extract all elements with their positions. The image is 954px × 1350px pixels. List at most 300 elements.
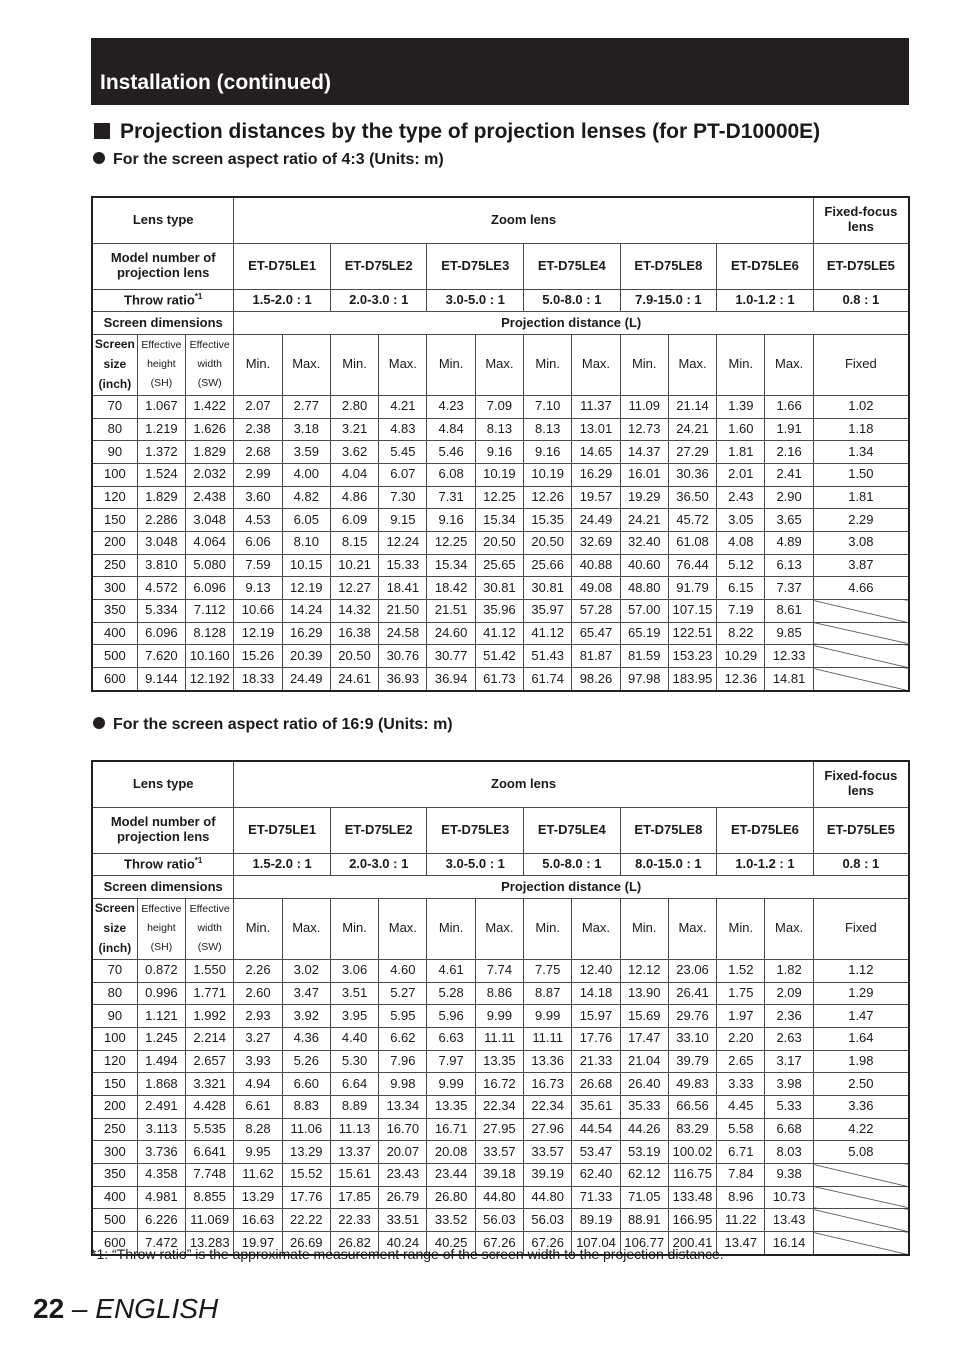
data-cell: 23.43 xyxy=(379,1164,427,1187)
data-cell: 13.01 xyxy=(572,418,620,441)
data-cell: 16.70 xyxy=(379,1118,427,1141)
table-row xyxy=(92,959,909,982)
effective-height-header: Effective height (SH) xyxy=(137,334,185,395)
data-cell: 66.56 xyxy=(668,1096,716,1119)
data-cell: 11.11 xyxy=(524,1027,572,1050)
table-caption-4-3: For the screen aspect ratio of 4:3 (Units: m) xyxy=(93,151,444,169)
data-cell: 3.51 xyxy=(330,982,378,1005)
data-cell: 100 xyxy=(92,463,137,486)
data-cell: 2.438 xyxy=(186,486,234,509)
data-cell: 19.97 xyxy=(234,1232,282,1255)
model-cell: ET-D75LE4 xyxy=(524,243,621,289)
min-header: Min. xyxy=(524,898,572,959)
throw-ratio-cell: 5.0-8.0 : 1 xyxy=(524,289,621,312)
data-cell: 67.26 xyxy=(475,1232,523,1255)
data-cell: 15.26 xyxy=(234,645,282,668)
data-cell: 30.36 xyxy=(668,463,716,486)
data-cell: 23.06 xyxy=(668,959,716,982)
data-cell: 1.34 xyxy=(813,441,909,464)
table-row xyxy=(92,532,909,555)
zoom-lens-header: Zoom lens xyxy=(234,761,813,807)
data-cell: 15.35 xyxy=(524,509,572,532)
data-cell: 3.33 xyxy=(717,1073,765,1096)
data-cell: 4.428 xyxy=(186,1096,234,1119)
data-cell: 10.15 xyxy=(282,554,330,577)
data-cell: 7.19 xyxy=(717,600,765,623)
max-header: Max. xyxy=(475,898,523,959)
max-header: Max. xyxy=(572,334,620,395)
data-cell: 1.50 xyxy=(813,463,909,486)
data-cell: 0.872 xyxy=(137,959,185,982)
min-header: Min. xyxy=(330,334,378,395)
throw-ratio-cell: 3.0-5.0 : 1 xyxy=(427,289,524,312)
data-cell: 26.68 xyxy=(572,1073,620,1096)
data-cell: 1.550 xyxy=(186,959,234,982)
table-row xyxy=(92,463,909,486)
data-cell: 12.26 xyxy=(524,486,572,509)
data-cell: 13.35 xyxy=(475,1050,523,1073)
data-cell: 20.08 xyxy=(427,1141,475,1164)
data-cell: 15.61 xyxy=(330,1164,378,1187)
data-cell: 200 xyxy=(92,1096,137,1119)
table-row xyxy=(92,1118,909,1141)
data-cell: 1.75 xyxy=(717,982,765,1005)
table-row xyxy=(92,1186,909,1209)
min-header: Min. xyxy=(620,898,668,959)
data-cell: 27.96 xyxy=(524,1118,572,1141)
data-cell: 13.29 xyxy=(234,1186,282,1209)
data-cell: 24.60 xyxy=(427,622,475,645)
data-cell: 6.63 xyxy=(427,1027,475,1050)
data-cell: 67.26 xyxy=(524,1232,572,1255)
data-cell: 11.37 xyxy=(572,395,620,418)
data-cell: 32.40 xyxy=(620,532,668,555)
data-cell: 1.91 xyxy=(765,418,813,441)
data-cell: 20.07 xyxy=(379,1141,427,1164)
data-cell: 4.86 xyxy=(330,486,378,509)
data-cell: 56.03 xyxy=(524,1209,572,1232)
data-cell: 4.00 xyxy=(282,463,330,486)
table-row xyxy=(92,622,909,645)
throw-ratio-cell: 7.9-15.0 : 1 xyxy=(620,289,717,312)
data-cell: 7.97 xyxy=(427,1050,475,1073)
data-cell: 39.18 xyxy=(475,1164,523,1187)
data-cell: 12.24 xyxy=(379,532,427,555)
data-cell: 18.42 xyxy=(427,577,475,600)
data-cell: 5.12 xyxy=(717,554,765,577)
table-caption-16-9: For the screen aspect ratio of 16:9 (Units: m) xyxy=(93,716,453,734)
empty-diagonal-cell xyxy=(813,645,909,668)
model-cell: ET-D75LE6 xyxy=(717,243,814,289)
data-cell: 9.16 xyxy=(427,509,475,532)
throw-ratio-cell: 1.5-2.0 : 1 xyxy=(234,853,331,876)
data-cell: 4.064 xyxy=(186,532,234,555)
data-cell: 5.45 xyxy=(379,441,427,464)
data-cell: 1.66 xyxy=(765,395,813,418)
data-cell: 3.321 xyxy=(186,1073,234,1096)
data-cell: 2.43 xyxy=(717,486,765,509)
data-cell: 1.992 xyxy=(186,1005,234,1028)
data-cell: 1.52 xyxy=(717,959,765,982)
data-cell: 25.66 xyxy=(524,554,572,577)
data-cell: 89.19 xyxy=(572,1209,620,1232)
table-row xyxy=(92,1141,909,1164)
screen-size-header: Screen size (inch) xyxy=(92,898,137,959)
max-header: Max. xyxy=(282,334,330,395)
screen-size-header: Screen size (inch) xyxy=(92,334,137,395)
data-cell: 3.65 xyxy=(765,509,813,532)
data-cell: 40.88 xyxy=(572,554,620,577)
data-cell: 5.334 xyxy=(137,600,185,623)
data-cell: 16.14 xyxy=(765,1232,813,1255)
data-cell: 25.65 xyxy=(475,554,523,577)
data-cell: 4.84 xyxy=(427,418,475,441)
data-cell: 3.98 xyxy=(765,1073,813,1096)
data-cell: 3.92 xyxy=(282,1005,330,1028)
data-cell: 33.57 xyxy=(524,1141,572,1164)
data-cell: 4.89 xyxy=(765,532,813,555)
data-cell: 150 xyxy=(92,1073,137,1096)
data-cell: 80 xyxy=(92,418,137,441)
data-cell: 30.76 xyxy=(379,645,427,668)
data-cell: 10.73 xyxy=(765,1186,813,1209)
zoom-lens-header: Zoom lens xyxy=(234,197,813,243)
data-cell: 1.82 xyxy=(765,959,813,982)
table-row xyxy=(92,441,909,464)
data-cell: 2.657 xyxy=(186,1050,234,1073)
min-header: Min. xyxy=(330,898,378,959)
empty-diagonal-cell xyxy=(813,622,909,645)
data-cell: 200.41 xyxy=(668,1232,716,1255)
data-cell: 133.48 xyxy=(668,1186,716,1209)
data-cell: 53.47 xyxy=(572,1141,620,1164)
empty-diagonal-cell xyxy=(813,668,909,691)
square-bullet-icon xyxy=(94,123,110,139)
data-cell: 45.72 xyxy=(668,509,716,532)
model-cell: ET-D75LE8 xyxy=(620,807,717,853)
data-cell: 8.22 xyxy=(717,622,765,645)
model-cell: ET-D75LE2 xyxy=(330,807,427,853)
data-cell: 1.18 xyxy=(813,418,909,441)
data-cell: 8.87 xyxy=(524,982,572,1005)
table-row xyxy=(92,577,909,600)
data-cell: 5.46 xyxy=(427,441,475,464)
data-cell: 2.41 xyxy=(765,463,813,486)
data-cell: 26.80 xyxy=(427,1186,475,1209)
data-cell: 88.91 xyxy=(620,1209,668,1232)
data-cell: 1.60 xyxy=(717,418,765,441)
data-cell: 11.09 xyxy=(620,395,668,418)
data-cell: 39.19 xyxy=(524,1164,572,1187)
data-cell: 4.21 xyxy=(379,395,427,418)
data-cell: 183.95 xyxy=(668,668,716,691)
data-cell: 7.75 xyxy=(524,959,572,982)
max-header: Max. xyxy=(475,334,523,395)
table-row xyxy=(92,418,909,441)
data-cell: 2.29 xyxy=(813,509,909,532)
data-cell: 6.64 xyxy=(330,1073,378,1096)
data-cell: 400 xyxy=(92,622,137,645)
data-cell: 14.32 xyxy=(330,600,378,623)
data-cell: 1.81 xyxy=(717,441,765,464)
data-cell: 6.07 xyxy=(379,463,427,486)
data-cell: 44.80 xyxy=(524,1186,572,1209)
data-cell: 41.12 xyxy=(524,622,572,645)
data-cell: 11.62 xyxy=(234,1164,282,1187)
data-cell: 150 xyxy=(92,509,137,532)
data-cell: 36.50 xyxy=(668,486,716,509)
model-cell: ET-D75LE1 xyxy=(234,807,331,853)
data-cell: 13.90 xyxy=(620,982,668,1005)
data-cell: 33.51 xyxy=(379,1209,427,1232)
data-cell: 24.49 xyxy=(282,668,330,691)
data-cell: 1.372 xyxy=(137,441,185,464)
data-cell: 3.02 xyxy=(282,959,330,982)
data-cell: 8.86 xyxy=(475,982,523,1005)
data-cell: 16.29 xyxy=(282,622,330,645)
data-cell: 6.06 xyxy=(234,532,282,555)
data-cell: 21.14 xyxy=(668,395,716,418)
header-bar xyxy=(91,38,909,105)
table-row xyxy=(92,509,909,532)
data-cell: 5.08 xyxy=(813,1141,909,1164)
empty-diagonal-cell xyxy=(813,1164,909,1187)
data-cell: 14.65 xyxy=(572,441,620,464)
data-cell: 9.144 xyxy=(137,668,185,691)
data-cell: 13.47 xyxy=(717,1232,765,1255)
empty-diagonal-cell xyxy=(813,1186,909,1209)
data-cell: 2.01 xyxy=(717,463,765,486)
data-cell: 3.06 xyxy=(330,959,378,982)
throw-ratio-cell: 3.0-5.0 : 1 xyxy=(427,853,524,876)
table-row xyxy=(92,982,909,1005)
data-cell: 10.160 xyxy=(186,645,234,668)
throw-ratio-cell: 8.0-15.0 : 1 xyxy=(620,853,717,876)
data-cell: 6.71 xyxy=(717,1141,765,1164)
data-cell: 120 xyxy=(92,486,137,509)
model-cell: ET-D75LE5 xyxy=(813,807,909,853)
data-cell: 18.41 xyxy=(379,577,427,600)
data-cell: 5.28 xyxy=(427,982,475,1005)
data-cell: 5.27 xyxy=(379,982,427,1005)
data-cell: 500 xyxy=(92,645,137,668)
data-cell: 21.33 xyxy=(572,1050,620,1073)
data-cell: 33.10 xyxy=(668,1027,716,1050)
data-cell: 5.30 xyxy=(330,1050,378,1073)
data-cell: 3.87 xyxy=(813,554,909,577)
data-cell: 3.05 xyxy=(717,509,765,532)
data-cell: 4.45 xyxy=(717,1096,765,1119)
data-cell: 97.98 xyxy=(620,668,668,691)
data-cell: 6.68 xyxy=(765,1118,813,1141)
data-cell: 22.33 xyxy=(330,1209,378,1232)
data-cell: 83.29 xyxy=(668,1118,716,1141)
table-row xyxy=(92,1096,909,1119)
max-header: Max. xyxy=(765,898,813,959)
data-cell: 3.27 xyxy=(234,1027,282,1050)
throw-ratio-header: Throw ratio$^{*1}$ xyxy=(92,853,234,876)
data-cell: 2.38 xyxy=(234,418,282,441)
data-cell: 2.214 xyxy=(186,1027,234,1050)
max-header: Max. xyxy=(379,898,427,959)
data-cell: 98.26 xyxy=(572,668,620,691)
data-cell: 4.36 xyxy=(282,1027,330,1050)
data-cell: 116.75 xyxy=(668,1164,716,1187)
data-cell: 22.34 xyxy=(524,1096,572,1119)
data-cell: 15.69 xyxy=(620,1005,668,1028)
data-cell: 65.47 xyxy=(572,622,620,645)
min-header: Min. xyxy=(620,334,668,395)
data-cell: 8.10 xyxy=(282,532,330,555)
data-cell: 27.95 xyxy=(475,1118,523,1141)
footnote: *1: “Throw ratio” is the approximate measurement range of the screen width to the projection distance. xyxy=(91,1246,724,1262)
data-cell: 91.79 xyxy=(668,577,716,600)
data-cell: 153.23 xyxy=(668,645,716,668)
data-cell: 15.97 xyxy=(572,1005,620,1028)
data-cell: 1.02 xyxy=(813,395,909,418)
data-cell: 15.34 xyxy=(427,554,475,577)
data-cell: 17.85 xyxy=(330,1186,378,1209)
data-cell: 26.40 xyxy=(620,1073,668,1096)
data-cell: 61.73 xyxy=(475,668,523,691)
data-cell: 7.30 xyxy=(379,486,427,509)
data-cell: 24.61 xyxy=(330,668,378,691)
data-cell: 100 xyxy=(92,1027,137,1050)
data-cell: 4.66 xyxy=(813,577,909,600)
data-cell: 9.16 xyxy=(524,441,572,464)
max-header: Max. xyxy=(379,334,427,395)
table-row xyxy=(92,645,909,668)
data-cell: 33.52 xyxy=(427,1209,475,1232)
data-cell: 2.65 xyxy=(717,1050,765,1073)
min-header: Min. xyxy=(234,334,282,395)
table-row xyxy=(92,1027,909,1050)
fixed-header: Fixed xyxy=(813,334,909,395)
data-cell: 6.05 xyxy=(282,509,330,532)
data-cell: 1.868 xyxy=(137,1073,185,1096)
data-cell: 17.76 xyxy=(572,1027,620,1050)
data-cell: 36.93 xyxy=(379,668,427,691)
data-cell: 13.43 xyxy=(765,1209,813,1232)
header-title: Installation (continued) xyxy=(100,71,331,94)
max-header: Max. xyxy=(765,334,813,395)
data-cell: 14.37 xyxy=(620,441,668,464)
data-cell: 350 xyxy=(92,600,137,623)
data-cell: 13.37 xyxy=(330,1141,378,1164)
data-cell: 16.72 xyxy=(475,1073,523,1096)
data-cell: 7.620 xyxy=(137,645,185,668)
effective-width-header: Effective width (SW) xyxy=(186,898,234,959)
data-cell: 17.47 xyxy=(620,1027,668,1050)
data-cell: 3.08 xyxy=(813,532,909,555)
data-cell: 12.27 xyxy=(330,577,378,600)
data-cell: 35.96 xyxy=(475,600,523,623)
data-cell: 2.60 xyxy=(234,982,282,1005)
data-cell: 2.20 xyxy=(717,1027,765,1050)
model-number-header: Model number of projection lens xyxy=(92,243,234,289)
data-cell: 7.09 xyxy=(475,395,523,418)
data-cell: 3.048 xyxy=(186,509,234,532)
data-cell: 90 xyxy=(92,1005,137,1028)
data-cell: 35.97 xyxy=(524,600,572,623)
data-cell: 30.77 xyxy=(427,645,475,668)
data-cell: 33.57 xyxy=(475,1141,523,1164)
data-cell: 19.57 xyxy=(572,486,620,509)
data-cell: 36.94 xyxy=(427,668,475,691)
data-cell: 7.37 xyxy=(765,577,813,600)
data-cell: 5.96 xyxy=(427,1005,475,1028)
data-cell: 9.99 xyxy=(475,1005,523,1028)
data-cell: 3.59 xyxy=(282,441,330,464)
data-cell: 7.74 xyxy=(475,959,523,982)
table-row xyxy=(92,1050,909,1073)
table-row xyxy=(92,600,909,623)
effective-width-header: Effective width (SW) xyxy=(186,334,234,395)
data-cell: 53.19 xyxy=(620,1141,668,1164)
data-cell: 8.03 xyxy=(765,1141,813,1164)
data-cell: 4.60 xyxy=(379,959,427,982)
data-cell: 3.17 xyxy=(765,1050,813,1073)
data-cell: 250 xyxy=(92,1118,137,1141)
throw-ratio-cell: 0.8 : 1 xyxy=(813,289,909,312)
model-cell: ET-D75LE2 xyxy=(330,243,427,289)
data-cell: 9.85 xyxy=(765,622,813,645)
data-cell: 122.51 xyxy=(668,622,716,645)
data-cell: 35.33 xyxy=(620,1096,668,1119)
data-cell: 7.472 xyxy=(137,1232,185,1255)
min-header: Min. xyxy=(234,898,282,959)
table-row xyxy=(92,1209,909,1232)
data-cell: 10.29 xyxy=(717,645,765,668)
data-cell: 2.491 xyxy=(137,1096,185,1119)
data-cell: 2.07 xyxy=(234,395,282,418)
data-cell: 4.94 xyxy=(234,1073,282,1096)
data-cell: 23.44 xyxy=(427,1164,475,1187)
data-cell: 2.68 xyxy=(234,441,282,464)
fixed-focus-header: Fixed-focus lens xyxy=(813,761,909,807)
data-cell: 80 xyxy=(92,982,137,1005)
model-cell: ET-D75LE3 xyxy=(427,807,524,853)
data-cell: 26.41 xyxy=(668,982,716,1005)
model-number-header: Model number of projection lens xyxy=(92,807,234,853)
data-cell: 106.77 xyxy=(620,1232,668,1255)
data-cell: 24.21 xyxy=(620,509,668,532)
data-cell: 22.34 xyxy=(475,1096,523,1119)
table-row xyxy=(92,1164,909,1187)
data-cell: 1.626 xyxy=(186,418,234,441)
data-cell: 20.50 xyxy=(475,532,523,555)
data-cell: 2.93 xyxy=(234,1005,282,1028)
data-cell: 1.121 xyxy=(137,1005,185,1028)
table-row xyxy=(92,486,909,509)
section-title xyxy=(94,120,820,144)
data-cell: 1.829 xyxy=(137,486,185,509)
data-cell: 9.99 xyxy=(427,1073,475,1096)
model-cell: ET-D75LE1 xyxy=(234,243,331,289)
data-cell: 15.34 xyxy=(475,509,523,532)
data-cell: 7.10 xyxy=(524,395,572,418)
data-cell: 9.16 xyxy=(475,441,523,464)
data-cell: 44.80 xyxy=(475,1186,523,1209)
data-cell: 7.748 xyxy=(186,1164,234,1187)
data-cell: 12.73 xyxy=(620,418,668,441)
data-cell: 70 xyxy=(92,959,137,982)
data-cell: 4.22 xyxy=(813,1118,909,1141)
data-cell: 2.36 xyxy=(765,1005,813,1028)
data-cell: 3.60 xyxy=(234,486,282,509)
max-header: Max. xyxy=(668,334,716,395)
data-cell: 32.69 xyxy=(572,532,620,555)
